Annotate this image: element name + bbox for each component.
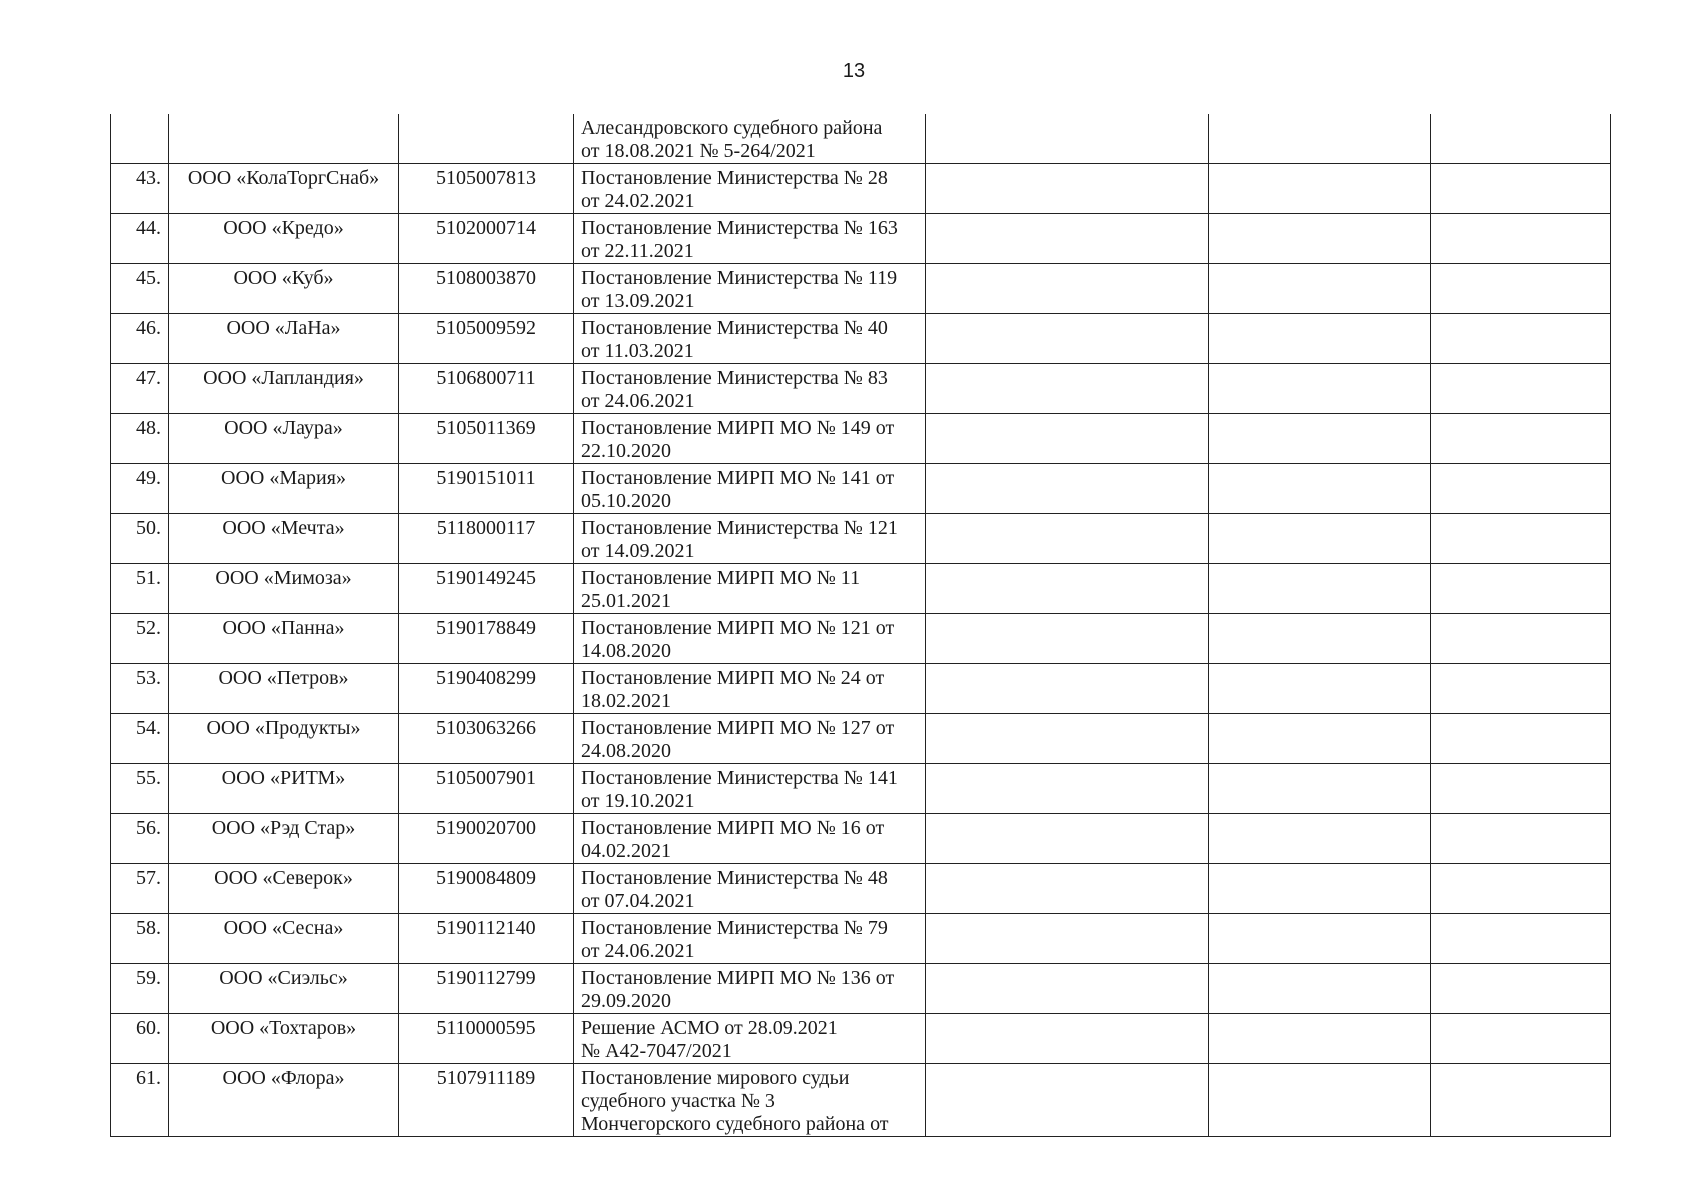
page-number: 13	[842, 60, 866, 82]
empty-cell	[1431, 614, 1611, 664]
inn-cell: 5190149245	[399, 564, 574, 614]
basis-cell	[574, 864, 926, 914]
row-number-cell: 45.	[111, 264, 169, 314]
organization-name-cell: ООО «Мечта»	[169, 514, 399, 564]
empty-cell	[926, 264, 1209, 314]
inn-cell: 5105007813	[399, 164, 574, 214]
inn-cell: 5190112799	[399, 964, 574, 1014]
basis-line: 05.10.2020	[581, 490, 671, 512]
organization-name-cell: ООО «Мария»	[169, 464, 399, 514]
table-row	[111, 164, 1611, 214]
basis-line: от 19.10.2021	[581, 790, 695, 812]
basis-cell	[574, 314, 926, 364]
basis-cell	[574, 964, 926, 1014]
basis-line: Постановление МИРП МО № 127 от	[581, 717, 895, 739]
table-row	[111, 514, 1611, 564]
inn-cell: 5190020700	[399, 814, 574, 864]
basis-line: Постановление Министерства № 40	[581, 317, 888, 339]
basis-line: 29.09.2020	[581, 990, 671, 1012]
table-row	[111, 814, 1611, 864]
organization-name-cell: ООО «Рэд Стар»	[169, 814, 399, 864]
inn-cell: 5103063266	[399, 714, 574, 764]
empty-cell	[1431, 414, 1611, 464]
empty-cell	[1209, 664, 1431, 714]
basis-line: Постановление МИРП МО № 24 от	[581, 667, 885, 689]
basis-line: Постановление МИРП МО № 121 от	[581, 617, 895, 639]
empty-cell	[1209, 814, 1431, 864]
basis-cell	[574, 914, 926, 964]
table-row	[111, 364, 1611, 414]
empty-cell	[1209, 364, 1431, 414]
empty-cell	[926, 414, 1209, 464]
basis-cell	[574, 764, 926, 814]
row-number-cell: 57.	[111, 864, 169, 914]
organization-name-cell: ООО «Кредо»	[169, 214, 399, 264]
basis-line: Постановление Министерства № 48	[581, 867, 888, 889]
inn-cell: 5105011369	[399, 414, 574, 464]
empty-cell	[1431, 1064, 1611, 1137]
registry-table	[110, 114, 1611, 1137]
empty-cell	[1431, 164, 1611, 214]
row-number-cell: 59.	[111, 964, 169, 1014]
organization-name-cell: ООО «Продукты»	[169, 714, 399, 764]
basis-line: Постановление Министерства № 28	[581, 167, 888, 189]
table-row	[111, 214, 1611, 264]
table-row	[111, 964, 1611, 1014]
row-number-cell: 54.	[111, 714, 169, 764]
empty-cell	[1431, 514, 1611, 564]
empty-cell	[926, 664, 1209, 714]
table-row	[111, 414, 1611, 464]
basis-line: 04.02.2021	[581, 840, 671, 862]
empty-cell	[926, 914, 1209, 964]
empty-cell	[926, 464, 1209, 514]
basis-line: от 13.09.2021	[581, 290, 695, 312]
empty-cell	[1209, 514, 1431, 564]
empty-cell	[1209, 564, 1431, 614]
basis-line: 14.08.2020	[581, 640, 671, 662]
organization-name-cell: ООО «Лапландия»	[169, 364, 399, 414]
basis-line: от 22.11.2021	[581, 240, 694, 262]
empty-cell	[1431, 264, 1611, 314]
empty-cell	[926, 1014, 1209, 1064]
inn-cell: 5105009592	[399, 314, 574, 364]
basis-cell	[574, 614, 926, 664]
organization-name-cell: ООО «Северок»	[169, 864, 399, 914]
table-row	[111, 914, 1611, 964]
empty-cell	[1431, 364, 1611, 414]
basis-line: Постановление МИРП МО № 11	[581, 567, 861, 589]
empty-cell	[926, 1064, 1209, 1137]
inn-cell: 5190084809	[399, 864, 574, 914]
basis-line: Постановление МИРП МО № 141 от	[581, 467, 895, 489]
empty-cell	[1431, 314, 1611, 364]
empty-cell	[926, 714, 1209, 764]
empty-cell	[1209, 864, 1431, 914]
empty-cell	[1209, 1064, 1431, 1137]
basis-cell	[574, 464, 926, 514]
empty-cell	[1431, 764, 1611, 814]
basis-line: Постановление Министерства № 119	[581, 267, 898, 289]
empty-cell	[926, 514, 1209, 564]
basis-line: Постановление мирового судьи	[581, 1067, 850, 1089]
table-row	[111, 864, 1611, 914]
basis-line: Постановление Министерства № 121	[581, 517, 898, 539]
empty-cell	[1209, 914, 1431, 964]
organization-name-cell: ООО «Панна»	[169, 614, 399, 664]
empty-cell	[1209, 164, 1431, 214]
empty-cell	[1431, 114, 1611, 164]
empty-cell	[1209, 114, 1431, 164]
table-row	[111, 1064, 1611, 1137]
empty-cell	[1431, 1014, 1611, 1064]
empty-cell	[1431, 664, 1611, 714]
empty-cell	[1431, 214, 1611, 264]
organization-name-cell	[169, 114, 399, 164]
empty-cell	[1209, 614, 1431, 664]
organization-name-cell: ООО «Мимоза»	[169, 564, 399, 614]
empty-cell	[926, 364, 1209, 414]
row-number-cell: 47.	[111, 364, 169, 414]
table-row	[111, 1014, 1611, 1064]
row-number-cell: 50.	[111, 514, 169, 564]
basis-line: от 24.02.2021	[581, 190, 695, 212]
table-row	[111, 664, 1611, 714]
table-row	[111, 564, 1611, 614]
table-row-continuation	[111, 114, 1611, 164]
empty-cell	[1209, 464, 1431, 514]
row-number-cell: 49.	[111, 464, 169, 514]
empty-cell	[1209, 764, 1431, 814]
empty-cell	[926, 114, 1209, 164]
table-row	[111, 314, 1611, 364]
empty-cell	[1431, 464, 1611, 514]
basis-line: 25.01.2021	[581, 590, 671, 612]
basis-cell	[574, 364, 926, 414]
empty-cell	[1209, 314, 1431, 364]
table-row	[111, 464, 1611, 514]
row-number-cell: 55.	[111, 764, 169, 814]
basis-line: Постановление МИРП МО № 149 от	[581, 417, 895, 439]
empty-cell	[926, 164, 1209, 214]
row-number-cell: 43.	[111, 164, 169, 214]
inn-cell	[399, 114, 574, 164]
inn-cell: 5105007901	[399, 764, 574, 814]
organization-name-cell: ООО «Тохтаров»	[169, 1014, 399, 1064]
empty-cell	[926, 614, 1209, 664]
empty-cell	[1431, 564, 1611, 614]
empty-cell	[926, 864, 1209, 914]
basis-line: № А42-7047/2021	[581, 1040, 732, 1062]
basis-line: от 24.06.2021	[581, 940, 695, 962]
row-number-cell	[111, 114, 169, 164]
empty-cell	[926, 214, 1209, 264]
empty-cell	[1431, 714, 1611, 764]
table-row	[111, 714, 1611, 764]
row-number-cell: 48.	[111, 414, 169, 464]
inn-cell: 5190178849	[399, 614, 574, 664]
empty-cell	[926, 564, 1209, 614]
inn-cell: 5190408299	[399, 664, 574, 714]
empty-cell	[1209, 1014, 1431, 1064]
organization-name-cell: ООО «ЛаНа»	[169, 314, 399, 364]
basis-cell	[574, 1064, 926, 1137]
organization-name-cell: ООО «Флора»	[169, 1064, 399, 1137]
empty-cell	[1209, 414, 1431, 464]
row-number-cell: 44.	[111, 214, 169, 264]
inn-cell: 5102000714	[399, 214, 574, 264]
organization-name-cell: ООО «Лаура»	[169, 414, 399, 464]
empty-cell	[1431, 914, 1611, 964]
table-row	[111, 764, 1611, 814]
empty-cell	[926, 964, 1209, 1014]
inn-cell: 5190151011	[399, 464, 574, 514]
basis-line: Мончегорского судебного района от	[581, 1113, 889, 1135]
basis-line: от 14.09.2021	[581, 540, 695, 562]
basis-cell	[574, 714, 926, 764]
empty-cell	[926, 764, 1209, 814]
basis-line: Постановление Министерства № 79	[581, 917, 888, 939]
basis-line: Постановление МИРП МО № 16 от	[581, 817, 885, 839]
row-number-cell: 58.	[111, 914, 169, 964]
basis-line: от 11.03.2021	[581, 340, 694, 362]
row-number-cell: 56.	[111, 814, 169, 864]
inn-cell: 5190112140	[399, 914, 574, 964]
basis-cell	[574, 564, 926, 614]
basis-cell	[574, 414, 926, 464]
empty-cell	[1209, 964, 1431, 1014]
basis-line: от 07.04.2021	[581, 890, 695, 912]
basis-cell	[574, 114, 926, 164]
empty-cell	[1209, 214, 1431, 264]
organization-name-cell: ООО «Сиэльс»	[169, 964, 399, 1014]
organization-name-cell: ООО «Петров»	[169, 664, 399, 714]
basis-line: 24.08.2020	[581, 740, 671, 762]
basis-line: Постановление МИРП МО № 136 от	[581, 967, 895, 989]
empty-cell	[926, 314, 1209, 364]
table-row	[111, 264, 1611, 314]
basis-line: 22.10.2020	[581, 440, 671, 462]
row-number-cell: 61.	[111, 1064, 169, 1137]
basis-line: Решение АСМО от 28.09.2021	[581, 1017, 838, 1039]
row-number-cell: 60.	[111, 1014, 169, 1064]
organization-name-cell: ООО «Сесна»	[169, 914, 399, 964]
basis-line: судебного участка № 3	[581, 1090, 775, 1112]
inn-cell: 5110000595	[399, 1014, 574, 1064]
table-row	[111, 614, 1611, 664]
basis-line: Постановление Министерства № 83	[581, 367, 888, 389]
registry-table-body	[111, 114, 1611, 1137]
empty-cell	[926, 814, 1209, 864]
row-number-cell: 52.	[111, 614, 169, 664]
organization-name-cell: ООО «РИТМ»	[169, 764, 399, 814]
basis-line: от 24.06.2021	[581, 390, 695, 412]
inn-cell: 5106800711	[399, 364, 574, 414]
basis-cell	[574, 814, 926, 864]
organization-name-cell: ООО «Куб»	[169, 264, 399, 314]
empty-cell	[1431, 814, 1611, 864]
empty-cell	[1209, 264, 1431, 314]
basis-cell	[574, 664, 926, 714]
basis-line: Алесандровского судебного района	[581, 117, 883, 139]
basis-line: 18.02.2021	[581, 690, 671, 712]
basis-cell	[574, 514, 926, 564]
basis-line: Постановление Министерства № 141	[581, 767, 898, 789]
row-number-cell: 53.	[111, 664, 169, 714]
basis-cell	[574, 264, 926, 314]
basis-cell	[574, 164, 926, 214]
inn-cell: 5107911189	[399, 1064, 574, 1137]
row-number-cell: 51.	[111, 564, 169, 614]
empty-cell	[1209, 714, 1431, 764]
inn-cell: 5108003870	[399, 264, 574, 314]
inn-cell: 5118000117	[399, 514, 574, 564]
basis-cell	[574, 214, 926, 264]
basis-line: Постановление Министерства № 163	[581, 217, 898, 239]
basis-cell	[574, 1014, 926, 1064]
empty-cell	[1431, 864, 1611, 914]
row-number-cell: 46.	[111, 314, 169, 364]
organization-name-cell: ООО «КолаТоргСнаб»	[169, 164, 399, 214]
empty-cell	[1431, 964, 1611, 1014]
basis-line: от 18.08.2021 № 5-264/2021	[581, 140, 816, 162]
